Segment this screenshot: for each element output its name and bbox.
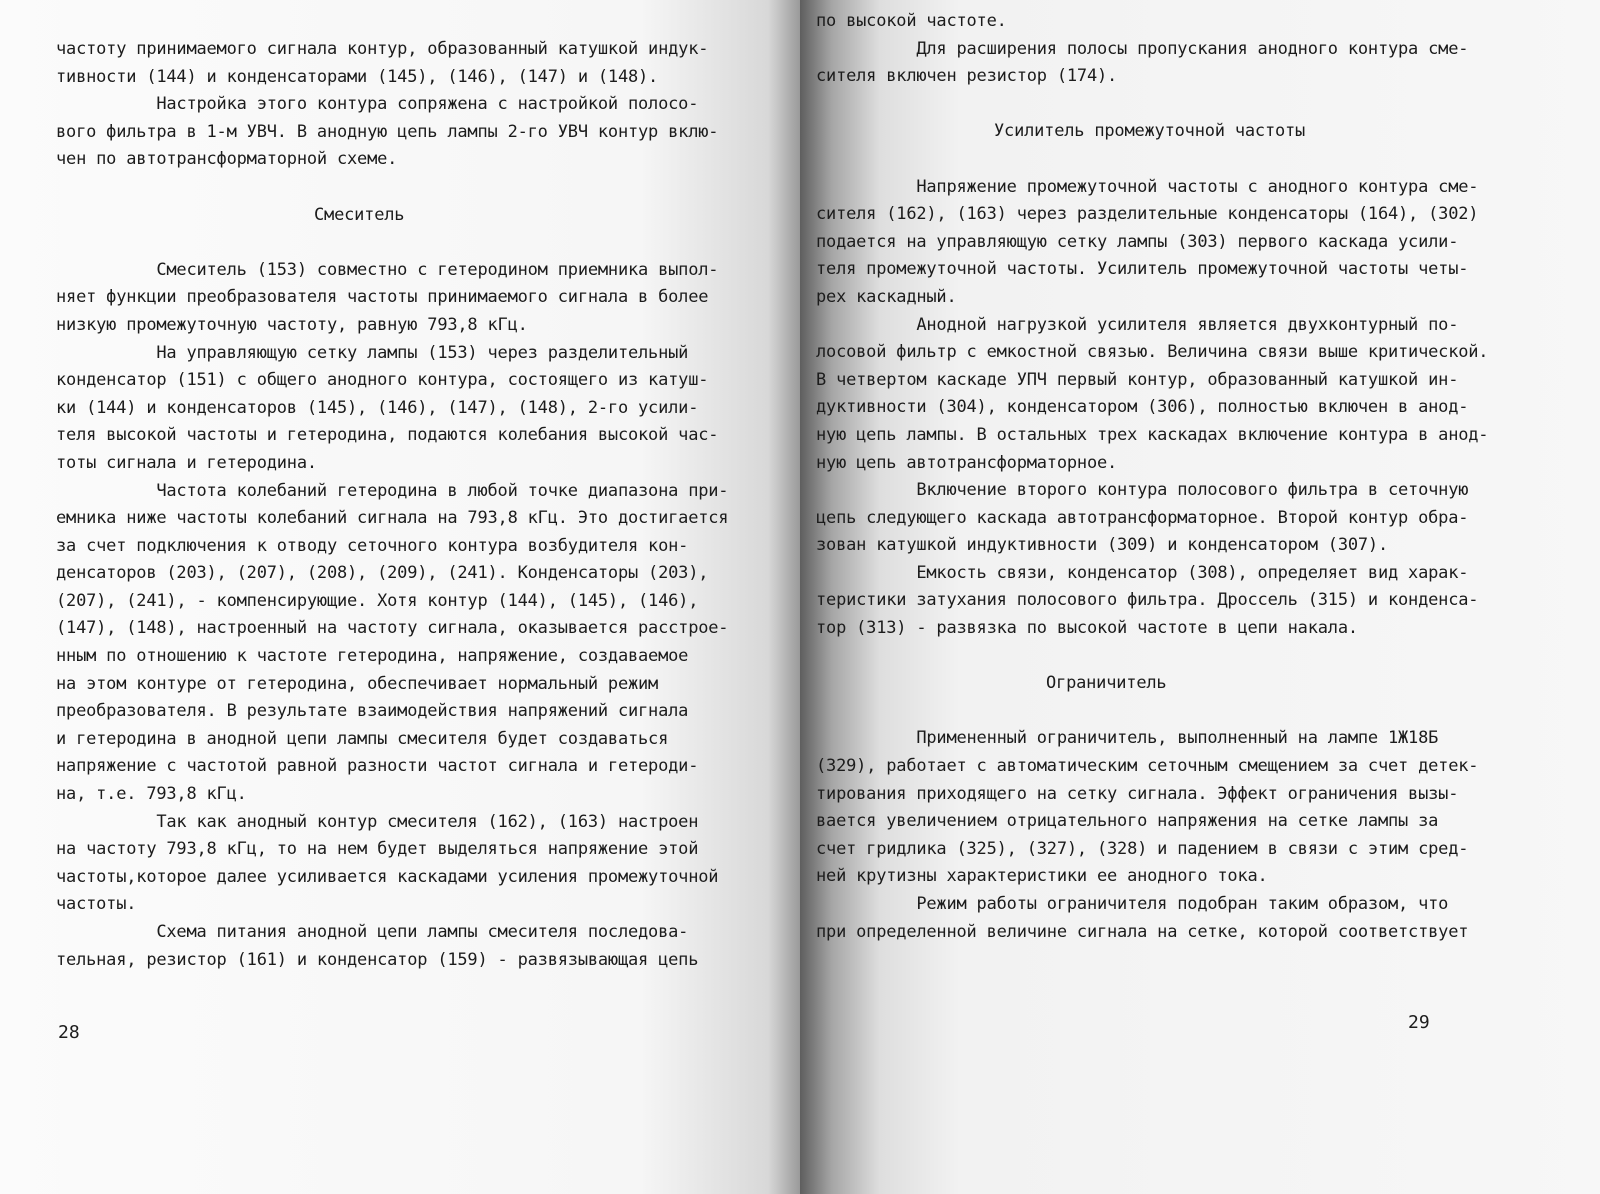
text-line: на, т.е. 793,8 кГц. <box>56 784 247 805</box>
text-line: Режим работы ограничителя подобран таким образом, что <box>816 894 1449 914</box>
text-line: На управляющую сетку лампы (153) через разделительный <box>56 342 689 363</box>
text-line: сителя (162), (163) через разделительные конденсаторы (164), (302) <box>816 204 1479 225</box>
left-block-2 <box>56 257 786 974</box>
text-line: тор (313) - развязка по высокой частоте в цепи накала. <box>816 618 1358 639</box>
text-line: (207), (241), - компенсирующие. Хотя контур (144), (145), (146), <box>56 590 699 611</box>
text-line: тельная, резистор (161) и конденсатор (159) - развязывающая цепь <box>56 949 699 970</box>
text-line: теля промежуточной частоты. Усилитель промежуточной частоты четы- <box>816 259 1469 280</box>
text-line: Анодной нагрузкой усилителя является двухконтурный по- <box>816 314 1459 335</box>
page-number-right: 29 <box>1408 1012 1430 1033</box>
text-line: ную цепь автотрансформаторное. <box>816 452 1118 473</box>
text-line: (147), (148), настроенный на частоту сигнала, оказывается расстрое- <box>56 618 729 639</box>
right-page <box>800 0 1600 1194</box>
page-number-left: 28 <box>58 1022 80 1043</box>
text-line: вого фильтра в 1-м УВЧ. В анодную цепь лампы 2-го УВЧ контур вклю- <box>56 121 719 142</box>
text-line: преобразователя. В результате взаимодействия напряжений сигнала <box>56 701 689 722</box>
text-line: Напряжение промежуточной частоты с анодного контура сме- <box>816 176 1479 197</box>
text-line: подается на управляющую сетку лампы (303) первого каскада усили- <box>816 231 1459 252</box>
section-heading-mixer: Смеситель <box>314 204 405 225</box>
text-line: напряжение с частотой равной разности частот сигнала и гетероди- <box>56 756 699 777</box>
text-line: вается увеличением отрицательного напряжения на сетке лампы за <box>816 811 1439 832</box>
right-block-1 <box>816 8 1576 91</box>
text-line: дуктивности (304), конденсатором (306), полностью включен в анод- <box>816 397 1469 418</box>
left-block-1 <box>56 36 786 174</box>
text-line: на частоту 793,8 кГц, то на нем будет выделяться напряжение этой <box>56 839 699 860</box>
text-line: Емкость связи, конденсатор (308), определяет вид харак- <box>816 562 1469 583</box>
text-line: счет гридлика (325), (327), (328) и падением в связи с этим сред- <box>816 838 1469 859</box>
text-line: Так как анодный контур смесителя (162), (163) настроен <box>56 811 699 832</box>
text-line: няет функции преобразователя частоты принимаемого сигнала в более <box>56 287 709 308</box>
text-line: низкую промежуточную частоту, равную 793,8 кГц. <box>56 314 528 335</box>
text-line: сителя включен резистор (174). <box>816 66 1118 87</box>
text-line: цепь следующего каскада автотрансформаторное. Второй контур обра- <box>816 507 1469 528</box>
text-line: Смеситель (153) совместно с гетеродином приемника выпол- <box>56 259 719 280</box>
text-line: ки (144) и конденсаторов (145), (146), (147), (148), 2-го усили- <box>56 397 699 418</box>
right-block-3 <box>816 725 1576 946</box>
text-line: частоты. <box>56 894 137 915</box>
text-line: Включение второго контура полосового фильтра в сеточную <box>816 480 1469 501</box>
right-block-2 <box>816 174 1576 643</box>
left-page-text <box>56 36 786 974</box>
text-line: нным по отношению к частоте гетеродина, напряжение, создаваемое <box>56 646 689 667</box>
text-line: частоты,которое далее усиливается каскадами усиления промежуточной <box>56 866 719 887</box>
text-line: теристики затухания полосового фильтра. Дроссель (315) и конденса- <box>816 590 1479 611</box>
text-line: тивности (144) и конденсаторами (145), (146), (147) и (148). <box>56 66 659 87</box>
text-line: В четвертом каскаде УПЧ первый контур, образованный катушкой ин- <box>816 369 1459 390</box>
text-line: частоту принимаемого сигнала контур, образованный катушкой индук- <box>56 39 709 59</box>
text-line: емника ниже частоты колебаний сигнала на 793,8 кГц. Это достигается <box>56 508 729 529</box>
text-line: и гетеродина в анодной цепи лампы смесителя будет создаваться <box>56 728 669 749</box>
text-line: ней крутизны характеристики ее анодного тока. <box>816 866 1268 887</box>
text-line: Настройка этого контура сопряжена с настройкой полосо- <box>56 94 699 115</box>
text-line: по высокой частоте. <box>816 11 1007 31</box>
text-line: денсаторов (203), (207), (208), (209), (241). Конденсаторы (203), <box>56 563 709 584</box>
text-line: Частота колебаний гетеродина в любой точке диапазона при- <box>56 480 729 501</box>
text-line: зован катушкой индуктивности (309) и конденсатором (307). <box>816 535 1388 556</box>
text-line: (329), работает с автоматическим сеточным смещением за счет детек- <box>816 756 1479 777</box>
text-line: тоты сигнала и гетеродина. <box>56 452 317 473</box>
text-line: Для расширения полосы пропускания анодного контура сме- <box>816 38 1469 59</box>
text-line: чен по автотрансформаторной схеме. <box>56 149 398 170</box>
section-heading-limiter: Ограничитель <box>1046 673 1167 694</box>
right-page-text <box>816 8 1576 946</box>
section-heading-if-amplifier: Усилитель промежуточной частоты <box>994 121 1306 142</box>
text-line: лосовой фильтр с емкостной связью. Величина связи выше критической. <box>816 342 1489 363</box>
text-line: на этом контуре от гетеродина, обеспечивает нормальный режим <box>56 673 659 694</box>
text-line: Примененный ограничитель, выполненный на лампе 1Ж18Б <box>816 728 1439 749</box>
text-line: при определенной величине сигнала на сетке, которой соответствует <box>816 921 1469 942</box>
text-line: конденсатор (151) с общего анодного контура, состоящего из катуш- <box>56 370 709 391</box>
text-line: тирования приходящего на сетку сигнала. Эффект ограничения вызы- <box>816 783 1459 804</box>
text-line: рех каскадный. <box>816 286 957 307</box>
text-line: ную цепь лампы. В остальных трех каскадах включение контура в анод- <box>816 424 1489 445</box>
text-line: теля высокой частоты и гетеродина, подаются колебания высокой час- <box>56 425 719 446</box>
text-line: за счет подключения к отводу сеточного контура возбудителя кон- <box>56 535 689 556</box>
text-line: Схема питания анодной цепи лампы смесителя последова- <box>56 922 689 942</box>
